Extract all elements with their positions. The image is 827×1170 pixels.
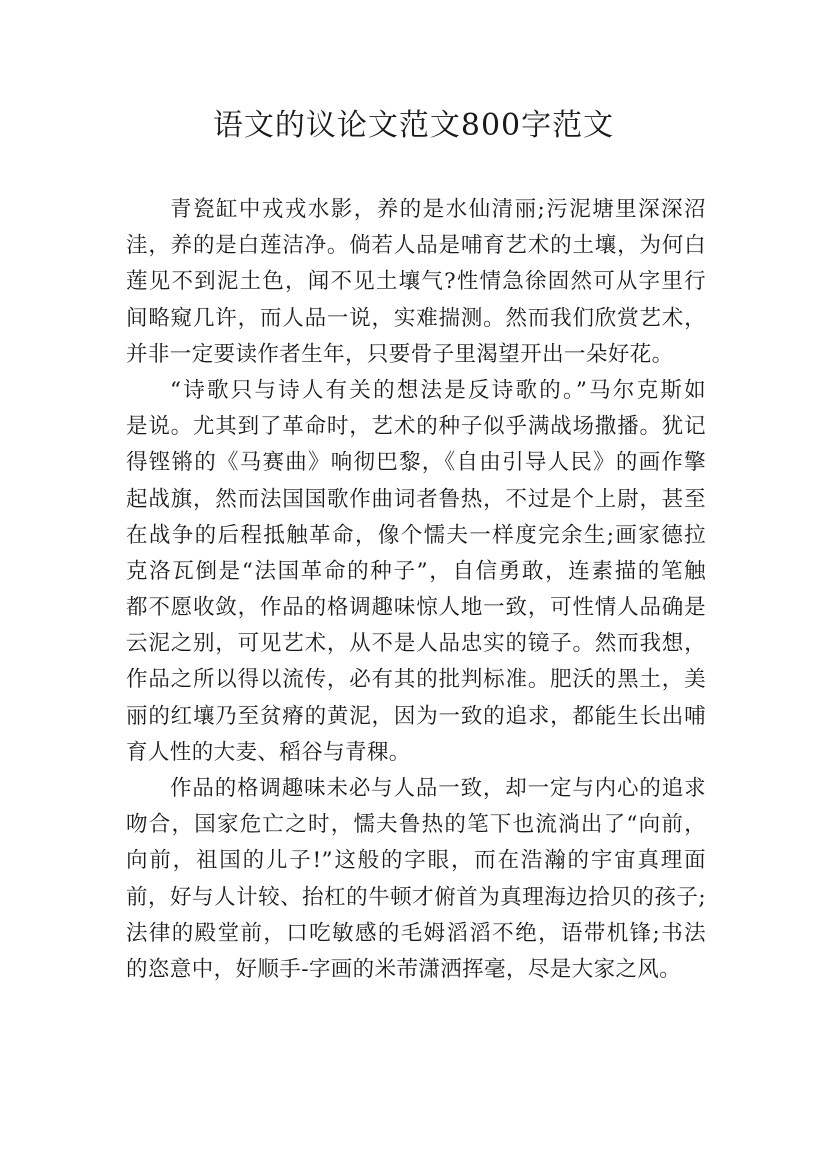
- paragraph-1-line-4: 间略窥几许，而人品一说，实难揣测。然而我们欣赏艺术，: [126, 305, 706, 331]
- paragraph-3-line-6: 的恣意中，好顺手-字画的米芾潇洒挥毫，尽是大家之风。: [126, 956, 682, 982]
- paragraph-2-line-8: 云泥之别，可见艺术，从不是人品忠实的镜子。然而我想，: [126, 631, 706, 657]
- paragraph-3-line-5: 法律的殿堂前，口吃敏感的毛姆滔滔不绝，语带机锋;书法: [126, 920, 706, 946]
- paragraph-2-line-3: 得铿锵的《马赛曲》响彻巴黎，《自由引导人民》的画作擎: [126, 450, 706, 476]
- paragraph-1-line-5: 并非一定要读作者生年，只要骨子里渴望开出一朵好花。: [126, 341, 674, 367]
- paragraph-2-line-4: 起战旗，然而法国国歌作曲词者鲁热，不过是个上尉，甚至: [126, 486, 706, 512]
- paragraph-2-line-5: 在战争的后程抵触革命，像个懦夫一样度完余生;画家德拉: [126, 522, 706, 548]
- paragraph-2-line-6: 克洛瓦倒是“法国革命的种子”，自信勇敢，连素描的笔触: [126, 558, 706, 584]
- paragraph-2-line-11: 育人性的大麦、稻谷与青稞。: [126, 739, 411, 765]
- paragraph-3-line-1: 作品的格调趣味未必与人品一致，却一定与内心的追求: [170, 776, 706, 801]
- paragraph-2-line-7: 都不愿收敛，作品的格调趣味惊人地一致，可性情人品确是: [126, 595, 706, 621]
- paragraph-2-line-10: 丽的红壤乃至贫瘠的黄泥，因为一致的追求，都能生长出哺: [126, 703, 706, 729]
- paragraph-2-line-2: 是说。尤其到了革命时，艺术的种子似乎满战场撒播。犹记: [126, 414, 706, 440]
- paragraph-2-line-9: 作品之所以得以流传，必有其的批判标准。肥沃的黑土，美: [126, 667, 706, 693]
- paragraph-3-line-3: 向前，祖国的儿子!”这般的字眼，而在浩瀚的宇宙真理面: [126, 848, 706, 874]
- paragraph-3-line-4: 前，好与人计较、抬杠的牛顿才俯首为真理海边拾贝的孩子;: [126, 884, 706, 910]
- paragraph-3-line-2: 吻合，国家危亡之时，懦夫鲁热的笔下也流淌出了“向前，: [126, 812, 706, 838]
- paragraph-1-line-2: 洼，养的是白莲洁净。倘若人品是哺育艺术的土壤，为何白: [126, 233, 706, 259]
- paragraph-1-line-3: 莲见不到泥土色，闻不见土壤气?性情急徐固然可从字里行: [126, 269, 706, 295]
- document-title: 语文的议论文范文800字范文: [212, 108, 615, 143]
- document-body: [126, 192, 706, 988]
- paragraph-2-line-1: “诗歌只与诗人有关的想法是反诗歌的。”马尔克斯如: [170, 377, 706, 403]
- paragraph-1-line-1: 青瓷缸中戎戎水影，养的是水仙清丽;污泥塘里深深沼: [170, 197, 706, 222]
